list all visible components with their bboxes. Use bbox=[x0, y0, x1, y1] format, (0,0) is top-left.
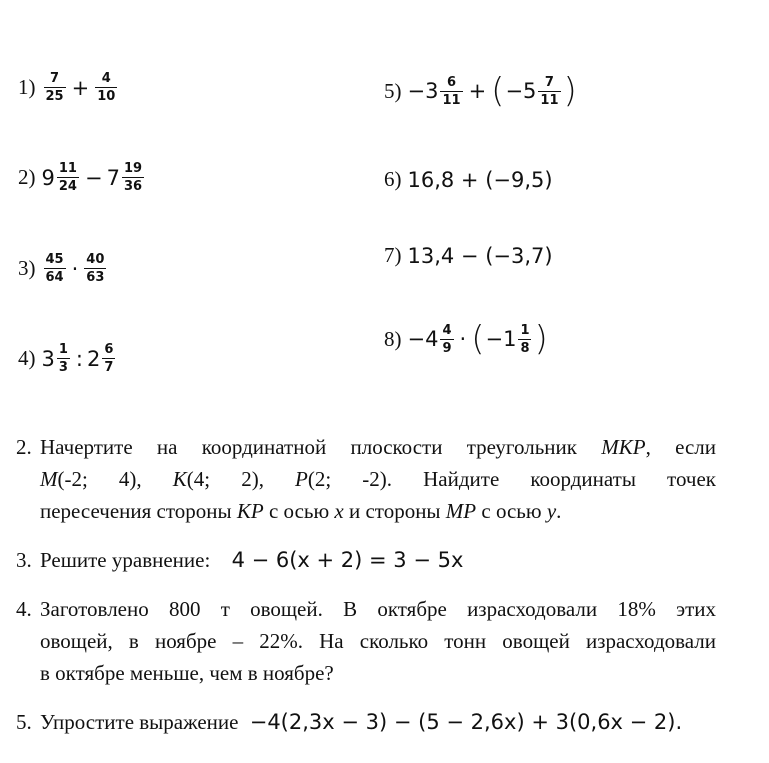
exercise-number: 1) bbox=[18, 75, 36, 99]
exercise-number: 4) bbox=[18, 346, 36, 370]
fraction: $\frac{6}{11}$ bbox=[442, 74, 461, 108]
exercise-1 bbox=[18, 72, 119, 103]
task-text bbox=[40, 706, 716, 738]
fraction: $\frac{19}{36}$ bbox=[123, 161, 143, 194]
exercise-number: 5) bbox=[384, 78, 402, 103]
equation: 4 − 6(x + 2) = 3 − 5x bbox=[231, 548, 464, 572]
whole-part: 7 bbox=[106, 165, 120, 190]
task-text bbox=[40, 593, 716, 689]
whole-part: 9 bbox=[41, 165, 55, 190]
task-5 bbox=[16, 706, 716, 738]
task-line: овощей, в ноябре – 22%. На сколько тонн овощей израсходовали bbox=[40, 629, 716, 653]
expression: 13,4 − (−3,7) bbox=[407, 243, 553, 268]
task-text bbox=[40, 544, 716, 576]
whole-part: −3 bbox=[407, 79, 439, 103]
task-number: 4. bbox=[16, 597, 32, 621]
operator: + bbox=[71, 75, 90, 100]
task-number: 5. bbox=[16, 710, 32, 734]
exercise-4 bbox=[18, 343, 117, 374]
exercise-2 bbox=[18, 162, 146, 193]
whole-part: −5 bbox=[505, 79, 537, 103]
task-prompt: Упростите выражение bbox=[40, 710, 239, 734]
operator: · bbox=[459, 327, 467, 351]
task-4 bbox=[16, 593, 716, 689]
whole-part: 3 bbox=[41, 346, 55, 371]
fraction: $\frac{4}{10}$ bbox=[97, 71, 116, 104]
exercise-7 bbox=[384, 243, 553, 268]
exercise-6 bbox=[384, 167, 553, 192]
operator: − bbox=[84, 165, 103, 190]
operator: · bbox=[71, 256, 79, 281]
task-number: 2. bbox=[16, 435, 32, 459]
left-parenthesis: ( bbox=[471, 319, 485, 359]
right-parenthesis: ) bbox=[563, 71, 577, 111]
task-line: пересечения стороны KP с осью x и стороны MP с осью y. bbox=[40, 499, 562, 523]
expression: −4(2,3x − 3) − (5 − 2,6x) + 3(0,6x − 2). bbox=[249, 710, 683, 734]
exercise-number: 8) bbox=[384, 326, 402, 351]
task-3 bbox=[16, 544, 716, 576]
operator: + bbox=[468, 79, 487, 103]
fraction: $\frac{6}{7}$ bbox=[104, 342, 114, 375]
left-parenthesis: ( bbox=[491, 71, 505, 111]
task-line: в октябре меньше, чем в ноябре? bbox=[40, 661, 334, 685]
exercise-number: 7) bbox=[384, 243, 402, 267]
fraction: $\frac{1}{3}$ bbox=[58, 342, 68, 375]
whole-part: −4 bbox=[407, 327, 439, 351]
exercise-number: 2) bbox=[18, 165, 36, 189]
task-number: 3. bbox=[16, 548, 32, 572]
exercise-5 bbox=[384, 71, 578, 111]
whole-part: −1 bbox=[485, 327, 517, 351]
operator: : bbox=[75, 346, 83, 371]
task-text bbox=[40, 431, 716, 527]
right-parenthesis: ) bbox=[534, 319, 548, 359]
task-line: M(-2; 4), K(4; 2), P(2; -2). Найдите координаты точек bbox=[40, 467, 716, 491]
whole-part: 2 bbox=[87, 346, 101, 371]
fraction: $\frac{40}{63}$ bbox=[86, 252, 105, 285]
fraction: $\frac{4}{9}$ bbox=[442, 322, 452, 356]
fraction: $\frac{45}{64}$ bbox=[45, 252, 64, 285]
task-line: Начертите на координатной плоскости треугольник MKP, если bbox=[40, 435, 716, 459]
task-prompt: Решите уравнение: bbox=[40, 548, 211, 572]
task-2 bbox=[16, 431, 716, 527]
fraction: $\frac{11}{24}$ bbox=[58, 161, 77, 194]
fraction: $\frac{1}{8}$ bbox=[520, 322, 530, 356]
exercise-number: 3) bbox=[18, 256, 36, 280]
fraction: $\frac{7}{25}$ bbox=[45, 71, 64, 104]
exercise-8 bbox=[384, 319, 549, 359]
expression: 16,8 + (−9,5) bbox=[407, 167, 553, 192]
fraction: $\frac{7}{11}$ bbox=[540, 74, 559, 108]
exercise-3 bbox=[18, 253, 108, 284]
exercise-number: 6) bbox=[384, 167, 402, 191]
task-line: Заготовлено 800 т овощей. В октябре израсходовали 18% этих bbox=[40, 597, 716, 621]
